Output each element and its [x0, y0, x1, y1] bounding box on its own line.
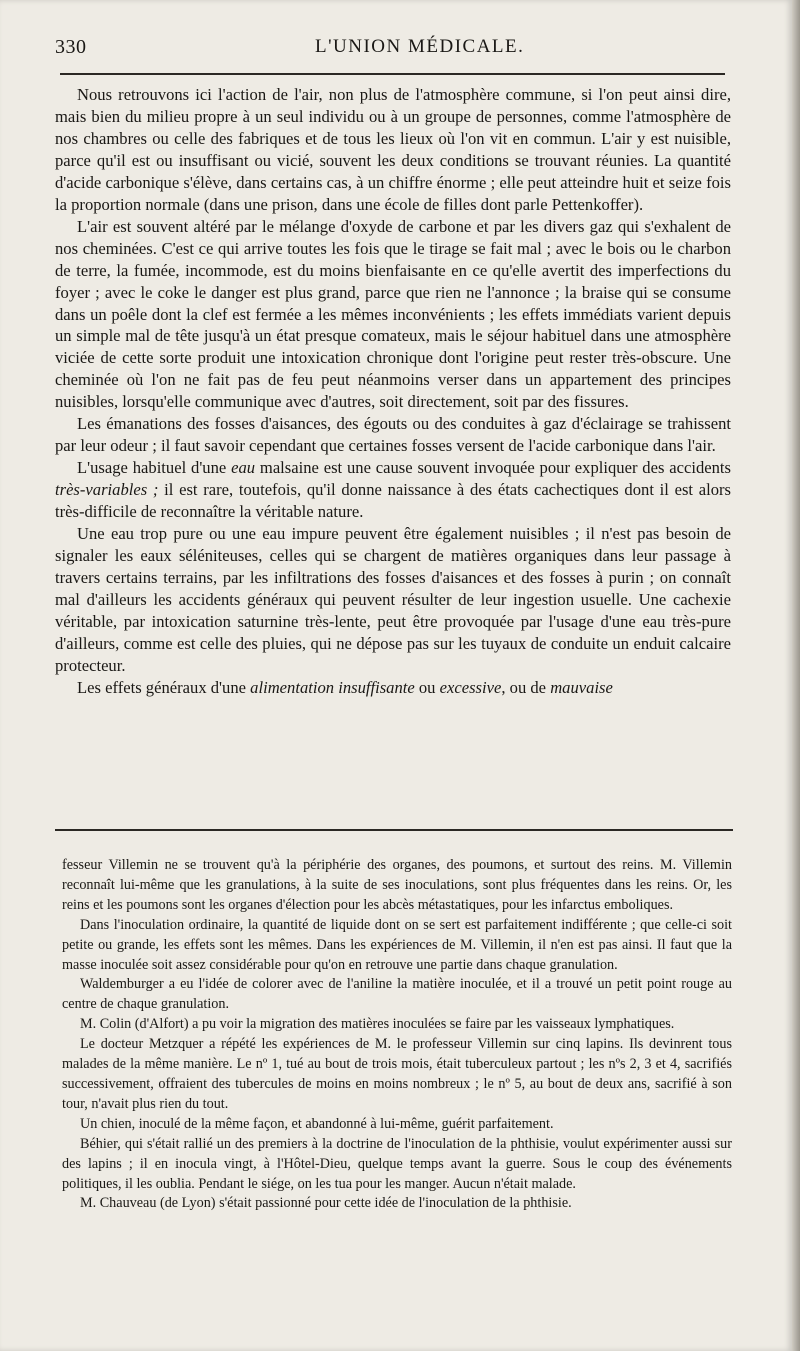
text-run: malsaine est une cause souvent invoquée pour expliquer des accidents — [255, 458, 731, 478]
text-run: ou — [414, 677, 440, 697]
footnote-rule — [55, 829, 733, 831]
emphasis: alimentation insuffisante — [250, 677, 415, 697]
paragraph: Les émanations des fosses d'aisances, des égouts ou des conduites à gaz d'éclairage se trahissent par leur odeur ; il faut savoir cependant que certaines fosses versent de l'acide carbonique dans l'air. — [55, 414, 731, 456]
text-run: il est rare, toutefois, qu'il donne naissance à des états cachectiques dont il est alors très-difficile de reconnaître la véritable nature. — [55, 480, 731, 522]
footnote-paragraph: Waldemburger a eu l'idée de colorer avec de l'aniline la matière inoculée, et il a trouvé un petit point rouge au centre de chaque granulation. — [62, 976, 732, 1013]
page-edge — [792, 0, 800, 1351]
footnote-paragraph: Dans l'inoculation ordinaire, la quantité de liquide dont on se sert est parfaitement indifférente ; que celle-ci soit petite ou grande, les effets sont les mêmes. Dans les expériences de M. Villemin, il n'en est pas ainsi. Il faut que la masse inoculée soit assez considérable pour qu'on en retrouve une partie dans chaque granulation. — [62, 916, 732, 973]
paragraph: Nous retrouvons ici l'action de l'air, non plus de l'atmosphère commune, si l'on peut ainsi dire, mais bien du milieu propre à un seul individu ou à un groupe de personnes, comme l'atmosphère de nos chambres ou celle des fabriques et de tous les lieux où l'on vit en commun. L'air y est nuisible, parce qu'il est ou insuffisant ou vicié, souvent les deux conditions se trouvant réunies. La quantité d'acide carbonique s'élève, dans certains cas, à un chiffre énorme ; elle peut atteindre huit et seize fois la proportion normale (dans une prison, dans une école de filles dont parle Pettenkoffer). — [55, 85, 731, 214]
main-text — [55, 84, 731, 699]
emphasis: eau — [231, 458, 256, 478]
header-rule — [60, 73, 725, 75]
text-run: L'usage habituel d'une — [77, 458, 232, 478]
page-number: 330 — [55, 36, 87, 58]
emphasis: très-variables ; — [55, 480, 159, 500]
footnote-text — [62, 856, 732, 1214]
footnote-paragraph: fesseur Villemin ne se trouvent qu'à la périphérie des organes, des poumons, et surtout des reins. M. Villemin reconnaît lui-même que les granulations, à la suite de ses inoculations, sont plus fréquentes dans les reins. Or, les reins et les poumons sont les organes d'élection pour les abcès métastatiques, pour les infarctus emboliques. — [62, 857, 732, 913]
running-title: L'UNION MÉDICALE. — [315, 36, 525, 57]
text-run: , ou de — [501, 677, 551, 697]
emphasis: excessive — [439, 677, 502, 697]
emphasis: mauvaise — [550, 677, 613, 697]
footnote-paragraph: Un chien, inoculé de la même façon, et abandonné à lui-même, guérit parfaitement. — [80, 1115, 554, 1132]
footnote-paragraph: M. Chauveau (de Lyon) s'était passionné pour cette idée de l'inoculation de la phthisie. — [80, 1195, 572, 1212]
paragraph — [55, 677, 731, 699]
footnote-paragraph: M. Colin (d'Alfort) a pu voir la migration des matières inoculées se faire par les vaisseaux lymphatiques. — [80, 1016, 675, 1033]
page-header — [55, 36, 725, 62]
paragraph — [55, 457, 731, 523]
paragraph: L'air est souvent altéré par le mélange d'oxyde de carbone et par les divers gaz qui s'exhalent de nos cheminées. C'est ce qui arrive toutes les fois que le tirage se fait mal ; avec le bois ou le charbon de terre, la fumée, incommode, est du moins bienfaisante en ce qu'elle avertit des imperfections du foyer ; avec le coke le danger est plus grand, parce que rien ne l'annonce ; la braise qui se consume dans un poêle dont la clef est fermée a les mêmes inconvénients ; les effets immédiats varient depuis un simple mal de tête jusqu'à un état presque comateux, mais le séjour habituel dans une atmosphère viciée de cette sorte produit une intoxication chronique dont l'origine peut rester très-obscure. Une cheminée où l'on ne fait pas de feu peut néanmoins verser dans un appartement des principes nuisibles, lorsqu'elle communique avec d'autres, soit directement, soit par des fissures. — [55, 216, 731, 412]
footnote-paragraph: Béhier, qui s'était rallié un des premiers à la doctrine de l'inoculation de la phthisie, voulut expérimenter aussi sur des lapins ; il en inocula vingt, à l'Hôtel-Dieu, quelque temps avant la guerre. Sous le coup des événements politiques, il les oublia. Pendant le siége, on les tua pour les manger. Aucun n'était malade. — [62, 1135, 732, 1192]
text-run: Les effets généraux d'une — [77, 677, 251, 697]
footnote-paragraph: Le docteur Metzquer a répété les expériences de M. le professeur Villemin sur cinq lapins. Ils devinrent tous malades de la même manière. Le nº 1, tué au bout de trois mois, était tuberculeux partout ; les nºs 2, 3 et 4, sacrifiés successivement, offraient des tubercules de moins en moins nombreux ; le nº 5, au bout de deux ans, sacrifié à son tour, n'avait plus rien du tout. — [62, 1036, 732, 1112]
paragraph: Une eau trop pure ou une eau impure peuvent être également nuisibles ; il n'est pas besoin de signaler les eaux séléniteuses, celles qui se chargent de matières organiques dans leur passage à travers certains terrains, par les infiltrations des fosses d'aisances et des fosses à purin ; on connaît mal d'ailleurs les accidents généraux qui peuvent résulter de leur ingestion usuelle. Une cachexie véritable, par intoxication saturnine très-lente, peut être provoquée par l'usage d'une eau très-pure d'ailleurs, comme est celle des pluies, qui ne dépose pas sur les tuyaux de conduite un enduit calcaire protecteur. — [55, 524, 731, 675]
